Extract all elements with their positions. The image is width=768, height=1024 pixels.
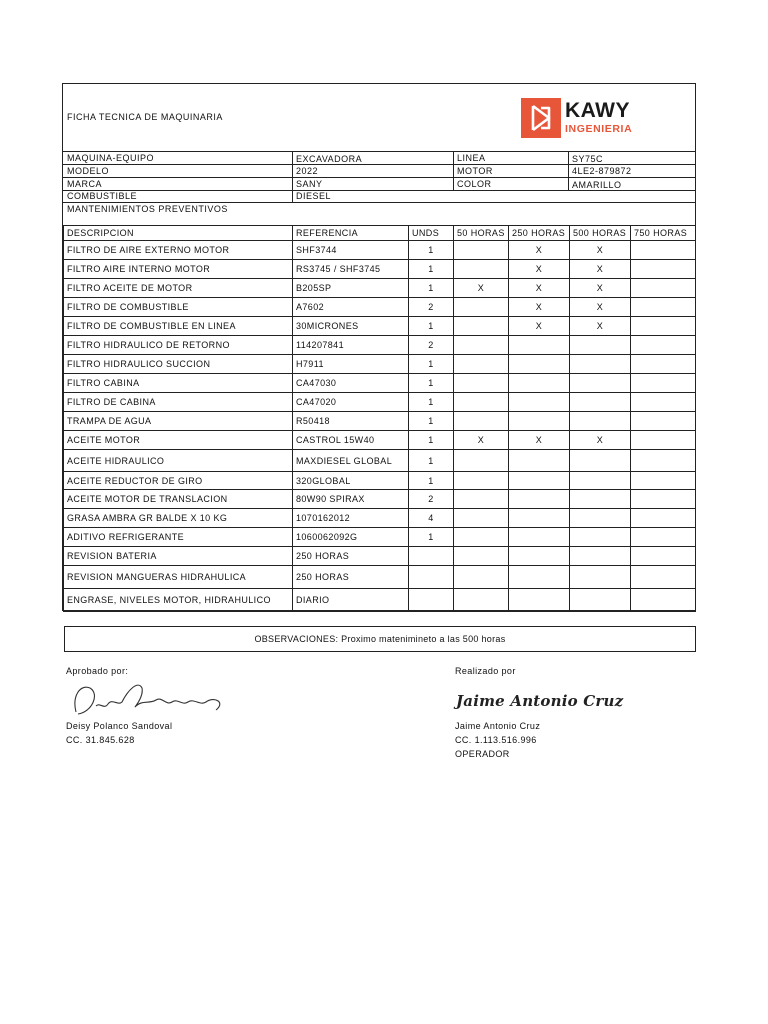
schedule-mark (631, 260, 696, 279)
schedule-mark (509, 374, 570, 393)
item-units (409, 589, 454, 612)
schedule-mark (454, 547, 509, 566)
schedule-mark (454, 472, 509, 490)
schedule-mark (509, 490, 570, 509)
schedule-mark (570, 547, 631, 566)
item-reference: CA47020 (293, 393, 409, 412)
schedule-mark (570, 566, 631, 589)
item-units: 1 (409, 355, 454, 374)
schedule-mark (631, 393, 696, 412)
operator-name: Jaime Antonio Cruz (455, 721, 541, 731)
item-description: FILTRO HIDRAULICO SUCCION (64, 355, 293, 374)
item-description: REVISION MANGUERAS HIDRAHULICA (64, 566, 293, 589)
schedule-mark (570, 589, 631, 612)
divider (568, 151, 569, 190)
item-description: REVISION BATERIA (64, 547, 293, 566)
divider (63, 177, 695, 178)
table-row (64, 450, 696, 472)
schedule-mark: X (570, 241, 631, 260)
schedule-mark (570, 355, 631, 374)
schedule-mark (570, 528, 631, 547)
schedule-mark (570, 450, 631, 472)
schedule-mark (570, 393, 631, 412)
schedule-mark (631, 317, 696, 336)
schedule-mark (454, 509, 509, 528)
item-description: FILTRO ACEITE DE MOTOR (64, 279, 293, 298)
schedule-mark (631, 509, 696, 528)
item-description: ACEITE MOTOR DE TRANSLACION (64, 490, 293, 509)
item-units (409, 547, 454, 566)
color-label: COLOR (457, 179, 492, 189)
schedule-mark (631, 241, 696, 260)
schedule-mark (570, 509, 631, 528)
item-reference: 30MICRONES (293, 317, 409, 336)
item-units: 1 (409, 374, 454, 393)
maquina-label: MAQUINA-EQUIPO (67, 153, 155, 163)
item-units: 2 (409, 298, 454, 317)
schedule-mark: X (509, 241, 570, 260)
schedule-mark (454, 241, 509, 260)
schedule-mark: X (509, 298, 570, 317)
table-row (64, 412, 696, 431)
item-description: FILTRO DE COMBUSTIBLE EN LINEA (64, 317, 293, 336)
schedule-mark (454, 450, 509, 472)
approver-name: Deisy Polanco Sandoval (66, 721, 173, 731)
logo-subtitle: INGENIERIA (565, 123, 633, 135)
schedule-mark (454, 260, 509, 279)
column-header: 50 HORAS (454, 226, 509, 241)
item-units (409, 566, 454, 589)
table-row (64, 509, 696, 528)
schedule-mark (509, 393, 570, 412)
schedule-mark (631, 450, 696, 472)
table-row (64, 374, 696, 393)
kawy-logo-icon (521, 98, 561, 138)
table-row (64, 528, 696, 547)
item-reference: 250 HORAS (293, 566, 409, 589)
schedule-mark (454, 393, 509, 412)
table-row (64, 431, 696, 450)
linea-label: LINEA (457, 153, 486, 163)
schedule-mark (509, 336, 570, 355)
table-row (64, 547, 696, 566)
schedule-mark: X (454, 279, 509, 298)
item-reference: DIARIO (293, 589, 409, 612)
column-header: UNDS (409, 226, 454, 241)
schedule-mark (454, 566, 509, 589)
column-header: 250 HORAS (509, 226, 570, 241)
schedule-mark (631, 547, 696, 566)
schedule-mark (454, 412, 509, 431)
item-units: 1 (409, 431, 454, 450)
item-units: 1 (409, 450, 454, 472)
item-units: 1 (409, 412, 454, 431)
item-description: FILTRO DE AIRE EXTERNO MOTOR (64, 241, 293, 260)
schedule-mark: X (570, 260, 631, 279)
modelo-label: MODELO (67, 166, 110, 176)
item-reference: CA47030 (293, 374, 409, 393)
operator-id: CC. 1.113.516.996 (455, 735, 537, 745)
schedule-mark (631, 336, 696, 355)
table-row (64, 260, 696, 279)
marca-label: MARCA (67, 179, 103, 189)
linea-value: SY75C (572, 154, 604, 164)
schedule-mark: X (509, 260, 570, 279)
table-row (64, 317, 696, 336)
item-reference: RS3745 / SHF3745 (293, 260, 409, 279)
observations-box: OBSERVACIONES: Proximo matenimineto a las 500 horas (64, 626, 696, 652)
schedule-mark (631, 490, 696, 509)
item-reference: CASTROL 15W40 (293, 431, 409, 450)
schedule-mark: X (509, 279, 570, 298)
schedule-mark (631, 566, 696, 589)
schedule-mark (509, 509, 570, 528)
item-reference: B205SP (293, 279, 409, 298)
schedule-mark (631, 589, 696, 612)
schedule-mark (631, 374, 696, 393)
table-row (64, 472, 696, 490)
approver-signature (66, 676, 236, 720)
technical-sheet (62, 83, 696, 611)
schedule-mark (570, 336, 631, 355)
schedule-mark (631, 279, 696, 298)
operator-role: OPERADOR (455, 749, 510, 759)
item-reference: 80W90 SPIRAX (293, 490, 409, 509)
item-description: FILTRO AIRE INTERNO MOTOR (64, 260, 293, 279)
performed-by-label: Realizado por (455, 666, 516, 676)
item-units: 1 (409, 472, 454, 490)
schedule-mark (570, 374, 631, 393)
column-header: 750 HORAS (631, 226, 696, 241)
schedule-mark (509, 547, 570, 566)
divider (292, 151, 293, 202)
item-description: ADITIVO REFRIGERANTE (64, 528, 293, 547)
item-reference: 1070162012 (293, 509, 409, 528)
schedule-mark (509, 412, 570, 431)
company-logo (521, 98, 641, 142)
table-row (64, 336, 696, 355)
modelo-value: 2022 (296, 166, 319, 176)
schedule-mark (631, 472, 696, 490)
item-units: 2 (409, 490, 454, 509)
marca-value: SANY (296, 179, 323, 189)
item-units: 2 (409, 336, 454, 355)
schedule-mark (509, 450, 570, 472)
sheet-title: FICHA TECNICA DE MAQUINARIA (67, 112, 223, 122)
schedule-mark (454, 336, 509, 355)
schedule-mark (454, 490, 509, 509)
item-units: 1 (409, 241, 454, 260)
table-header-row (64, 226, 696, 241)
item-units: 1 (409, 393, 454, 412)
item-description: FILTRO DE CABINA (64, 393, 293, 412)
item-reference: R50418 (293, 412, 409, 431)
schedule-mark (509, 528, 570, 547)
maquina-value: EXCAVADORA (296, 154, 363, 164)
item-description: FILTRO CABINA (64, 374, 293, 393)
table-row (64, 566, 696, 589)
schedule-mark (454, 528, 509, 547)
divider (63, 151, 695, 152)
schedule-mark: X (570, 317, 631, 336)
schedule-mark (509, 355, 570, 374)
item-reference: 250 HORAS (293, 547, 409, 566)
column-header: 500 HORAS (570, 226, 631, 241)
schedule-mark: X (509, 317, 570, 336)
schedule-mark (570, 412, 631, 431)
item-reference: 320GLOBAL (293, 472, 409, 490)
schedule-mark (454, 355, 509, 374)
item-units: 1 (409, 528, 454, 547)
schedule-mark (454, 317, 509, 336)
schedule-mark: X (570, 431, 631, 450)
item-description: ACEITE MOTOR (64, 431, 293, 450)
table-row (64, 355, 696, 374)
item-reference: A7602 (293, 298, 409, 317)
item-reference: 1060062092G (293, 528, 409, 547)
item-description: GRASA AMBRA GR BALDE X 10 KG (64, 509, 293, 528)
table-row (64, 279, 696, 298)
item-units: 1 (409, 317, 454, 336)
item-description: ENGRASE, NIVELES MOTOR, HIDRAHULICO (64, 589, 293, 612)
maintenance-table (63, 225, 696, 612)
schedule-mark (509, 589, 570, 612)
section-title: MANTENIMIENTOS PREVENTIVOS (67, 204, 228, 214)
item-description: FILTRO DE COMBUSTIBLE (64, 298, 293, 317)
schedule-mark (454, 298, 509, 317)
divider (453, 151, 454, 190)
item-units: 4 (409, 509, 454, 528)
schedule-mark (631, 431, 696, 450)
table-row (64, 298, 696, 317)
table-row (64, 589, 696, 612)
schedule-mark (570, 490, 631, 509)
schedule-mark (631, 298, 696, 317)
motor-value: 4LE2-879872 (572, 166, 632, 176)
schedule-mark: X (454, 431, 509, 450)
item-reference: H7911 (293, 355, 409, 374)
column-header: DESCRIPCION (64, 226, 293, 241)
schedule-mark (631, 355, 696, 374)
item-units: 1 (409, 260, 454, 279)
column-header: REFERENCIA (293, 226, 409, 241)
item-reference: 114207841 (293, 336, 409, 355)
table-row (64, 393, 696, 412)
schedule-mark: X (509, 431, 570, 450)
item-units: 1 (409, 279, 454, 298)
logo-name: KAWY (565, 99, 630, 122)
approver-id: CC. 31.845.628 (66, 735, 135, 745)
operator-signature: Jaime Antonio Cruz (456, 692, 624, 710)
item-description: TRAMPA DE AGUA (64, 412, 293, 431)
schedule-mark (631, 412, 696, 431)
schedule-mark (454, 589, 509, 612)
schedule-mark (454, 374, 509, 393)
item-reference: SHF3744 (293, 241, 409, 260)
schedule-mark (631, 528, 696, 547)
color-value: AMARILLO (572, 180, 622, 190)
table-row (64, 241, 696, 260)
combustible-value: DIESEL (296, 191, 332, 201)
motor-label: MOTOR (457, 166, 493, 176)
combustible-label: COMBUSTIBLE (67, 191, 138, 201)
table-row (64, 490, 696, 509)
schedule-mark: X (570, 298, 631, 317)
item-description: FILTRO HIDRAULICO DE RETORNO (64, 336, 293, 355)
item-reference: MAXDIESEL GLOBAL (293, 450, 409, 472)
item-description: ACEITE REDUCTOR DE GIRO (64, 472, 293, 490)
schedule-mark: X (570, 279, 631, 298)
schedule-mark (570, 472, 631, 490)
item-description: ACEITE HIDRAULICO (64, 450, 293, 472)
schedule-mark (509, 472, 570, 490)
approved-by-label: Aprobado por: (66, 666, 129, 676)
schedule-mark (509, 566, 570, 589)
